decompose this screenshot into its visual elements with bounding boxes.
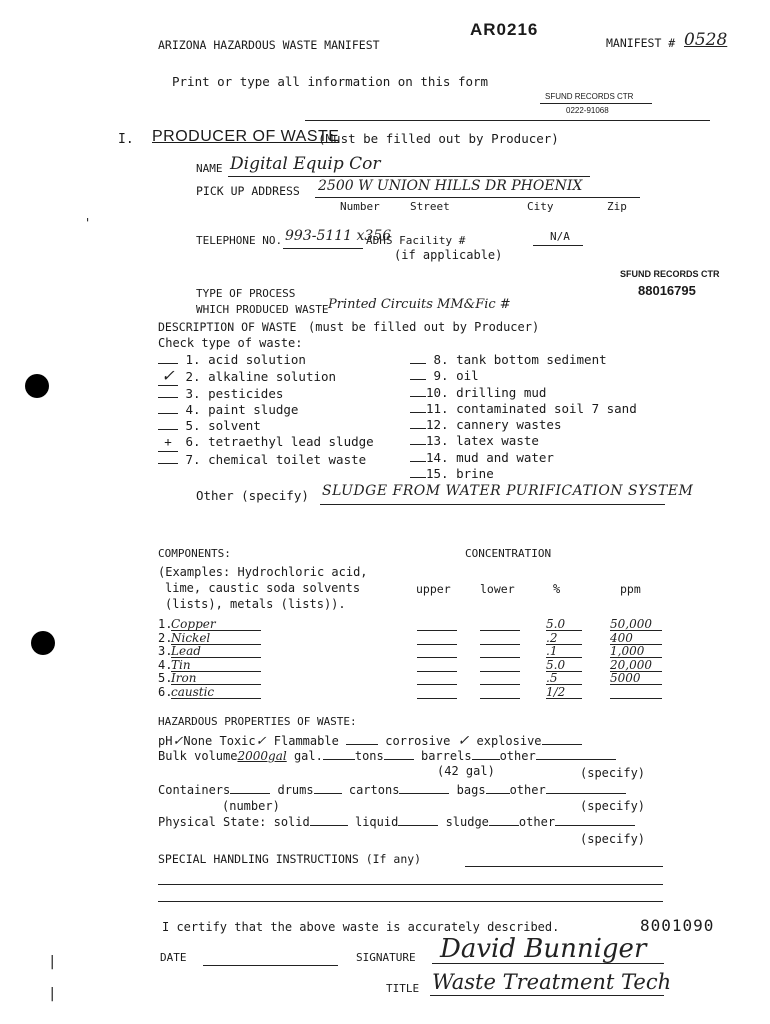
waste-num-7: 7. bbox=[185, 451, 201, 467]
waste-label-11: contaminated soil 7 sand bbox=[456, 400, 637, 416]
waste-num-4: 4. bbox=[185, 401, 201, 417]
component-num: 4. bbox=[158, 657, 173, 672]
component-upper-blank bbox=[417, 644, 457, 658]
flammable-blank bbox=[346, 744, 378, 745]
hazard-title: HAZARDOUS PROPERTIES OF WASTE: bbox=[158, 715, 357, 728]
section-title-note: (Must be filled out by Producer) bbox=[318, 131, 559, 146]
component-pct: 5.0 bbox=[546, 617, 582, 631]
scan-mark-1: | bbox=[48, 954, 57, 970]
waste-num-13: 13. bbox=[426, 433, 449, 449]
component-lower-blank bbox=[480, 671, 520, 685]
gal-blank bbox=[323, 759, 355, 760]
waste-type-2 bbox=[158, 368, 374, 385]
toxic-mark: ✓ bbox=[255, 734, 267, 749]
component-name: Lead bbox=[171, 644, 261, 658]
physical-other-label: other bbox=[518, 815, 556, 829]
component-upper-blank bbox=[417, 658, 457, 672]
waste-label-1: acid solution bbox=[208, 352, 306, 367]
bulk-specify: (specify) bbox=[580, 766, 646, 780]
bags-label: bags bbox=[456, 783, 486, 797]
component-name: Tin bbox=[171, 658, 261, 672]
col-lower: lower bbox=[480, 582, 515, 596]
waste-type-15 bbox=[410, 466, 637, 482]
flammable-label: Flammable bbox=[273, 734, 339, 748]
containers-other-label: other bbox=[509, 783, 546, 797]
stamp-code: AR0216 bbox=[470, 20, 539, 39]
adhs-note: (if applicable) bbox=[394, 248, 503, 262]
component-upper-blank bbox=[417, 685, 457, 699]
components-example-3: (lists), metals (lists)). bbox=[165, 597, 346, 611]
records-stamp-mid: SFUND RECORDS CTR bbox=[620, 269, 720, 279]
waste-label-14: mud and water bbox=[456, 449, 554, 465]
component-num: 6. bbox=[158, 684, 173, 699]
solid-label: solid bbox=[273, 815, 310, 829]
waste-blank-12 bbox=[410, 428, 426, 429]
waste-num-2: 2. bbox=[185, 369, 201, 385]
liquid-label: liquid bbox=[354, 815, 399, 829]
waste-label-2: alkaline solution bbox=[208, 369, 337, 385]
physical-label: Physical State: bbox=[158, 815, 267, 829]
bulk-value: 2000gal bbox=[237, 749, 287, 763]
solid-blank bbox=[310, 825, 348, 826]
component-pct: .2 bbox=[546, 631, 582, 645]
waste-label-8: tank bottom sediment bbox=[456, 352, 607, 367]
drums-blank bbox=[314, 793, 342, 794]
process-value: Printed Circuits MM&Fic # bbox=[328, 297, 511, 312]
certify-text: I certify that the above waste is accurately described. bbox=[162, 920, 560, 934]
physical-other-blank bbox=[555, 825, 635, 826]
waste-label-5: solvent bbox=[208, 418, 261, 434]
waste-num-3: 3. bbox=[185, 385, 201, 401]
waste-num-6: 6. bbox=[185, 434, 201, 450]
stamp-rule bbox=[540, 103, 652, 104]
component-pct: 1/2 bbox=[546, 685, 582, 699]
waste-type-3 bbox=[158, 386, 374, 402]
waste-type-9 bbox=[410, 368, 637, 384]
adhs-line bbox=[533, 245, 583, 246]
scan-mark-2: | bbox=[48, 986, 57, 1002]
number-note: (number) bbox=[222, 799, 280, 813]
containers-blank bbox=[230, 793, 270, 794]
address-line bbox=[315, 197, 640, 198]
section-title: PRODUCER OF WASTE bbox=[152, 128, 340, 145]
waste-num-1: 1. bbox=[185, 352, 201, 367]
component-name: Iron bbox=[171, 671, 261, 685]
bags-blank bbox=[486, 793, 510, 794]
producer-name: Digital Equip Cor bbox=[230, 154, 381, 174]
ph-label: pH bbox=[158, 734, 173, 748]
component-ppm: 20,000 bbox=[610, 658, 662, 672]
cartons-blank bbox=[399, 793, 449, 794]
waste-num-8: 8. bbox=[433, 352, 449, 367]
waste-blank-8 bbox=[410, 363, 426, 364]
waste-blank-15 bbox=[410, 477, 426, 478]
waste-blank-13 bbox=[410, 444, 426, 445]
waste-mark-5 bbox=[158, 429, 178, 430]
binder-hole-top bbox=[25, 374, 49, 398]
barrels-blank bbox=[472, 759, 500, 760]
other-line bbox=[320, 504, 665, 505]
containers-label: Containers bbox=[158, 783, 231, 797]
phone-line bbox=[283, 248, 363, 249]
none-label: None bbox=[183, 734, 213, 748]
records-stamp-mid-number: 88016795 bbox=[638, 283, 696, 298]
waste-label-4: paint sludge bbox=[208, 401, 299, 417]
component-upper-blank bbox=[417, 617, 457, 631]
component-ppm: 50,000 bbox=[610, 617, 662, 631]
waste-type-6 bbox=[158, 434, 374, 451]
waste-label-9: oil bbox=[456, 368, 479, 384]
process-label-2: WHICH PRODUCED WASTE bbox=[196, 303, 329, 316]
address-caption-street: Street bbox=[410, 200, 450, 213]
components-example-2: lime, caustic soda solvents bbox=[165, 581, 361, 595]
address-label: PICK UP ADDRESS bbox=[196, 184, 300, 198]
special-line-2 bbox=[158, 884, 663, 885]
waste-type-1 bbox=[158, 352, 374, 368]
bulk-other-blank bbox=[536, 759, 616, 760]
waste-mark-6: + bbox=[158, 434, 178, 451]
liquid-blank bbox=[398, 825, 438, 826]
special-line-1 bbox=[465, 866, 663, 867]
binder-hole-middle bbox=[31, 631, 55, 655]
hazard-row-2 bbox=[158, 749, 616, 763]
signature-label: SIGNATURE bbox=[356, 951, 416, 964]
hazard-row-3 bbox=[158, 783, 626, 797]
waste-type-12 bbox=[410, 417, 637, 433]
manifest-label: MANIFEST # bbox=[606, 36, 676, 50]
corrosive-mark: ✓ bbox=[457, 733, 470, 749]
component-name: Nickel bbox=[171, 631, 261, 645]
waste-mark-1 bbox=[158, 363, 178, 364]
waste-blank-14 bbox=[410, 461, 426, 462]
waste-num-15: 15. bbox=[426, 466, 449, 482]
concentration-label: CONCENTRATION bbox=[465, 547, 552, 560]
waste-type-13 bbox=[410, 433, 637, 449]
waste-mark-7 bbox=[158, 463, 178, 464]
adhs-label: ADHS Facility # bbox=[366, 234, 466, 247]
waste-num-12: 12. bbox=[426, 417, 449, 433]
adhs-value: N/A bbox=[550, 230, 570, 243]
waste-type-11 bbox=[410, 401, 637, 417]
description-label: DESCRIPTION OF WASTE bbox=[158, 320, 297, 334]
containers-specify: (specify) bbox=[580, 799, 646, 813]
other-value: SLUDGE FROM WATER PURIFICATION SYSTEM bbox=[322, 483, 694, 499]
address-caption-number: Number bbox=[340, 200, 380, 213]
drums-label: drums bbox=[277, 783, 314, 797]
containers-other-blank bbox=[546, 793, 626, 794]
address-caption-zip: Zip bbox=[607, 200, 627, 213]
name-line bbox=[228, 176, 590, 177]
component-ppm bbox=[610, 685, 662, 699]
title-value: Waste Treatment Tech bbox=[432, 970, 672, 994]
date-label: DATE bbox=[160, 951, 187, 964]
waste-type-8 bbox=[410, 352, 637, 368]
address-caption-city: City bbox=[527, 200, 554, 213]
waste-label-15: brine bbox=[456, 466, 494, 482]
barrels-label: barrels bbox=[420, 749, 472, 763]
component-ppm: 5000 bbox=[610, 671, 662, 685]
doc-number: 8001090 bbox=[640, 916, 715, 935]
waste-label-7: chemical toilet waste bbox=[208, 451, 367, 467]
barrels-note: (42 gal) bbox=[437, 764, 495, 778]
records-stamp-top-number: 0222-91068 bbox=[566, 106, 609, 115]
sludge-label: sludge bbox=[445, 815, 489, 829]
col-pct: % bbox=[553, 582, 561, 596]
sludge-blank bbox=[489, 825, 519, 826]
signature-line bbox=[432, 963, 664, 964]
name-label: NAME bbox=[196, 162, 223, 175]
waste-mark-3 bbox=[158, 397, 178, 398]
waste-types-left bbox=[158, 352, 374, 468]
waste-type-7 bbox=[158, 452, 374, 468]
waste-label-10: drilling mud bbox=[456, 384, 547, 400]
header-rule bbox=[305, 120, 710, 121]
phone-label: TELEPHONE NO. bbox=[196, 234, 283, 247]
component-lower-blank bbox=[480, 658, 520, 672]
scan-mark-3: ' bbox=[84, 216, 92, 230]
manifest-number: 0528 bbox=[684, 30, 728, 50]
special-label: SPECIAL HANDLING INSTRUCTIONS (If any) bbox=[158, 852, 422, 866]
hazard-row-4 bbox=[158, 815, 635, 829]
component-num: 2. bbox=[158, 630, 173, 645]
waste-num-14: 14. bbox=[426, 449, 449, 465]
waste-num-9: 9. bbox=[433, 368, 449, 384]
component-pct: .5 bbox=[546, 671, 582, 685]
col-upper: upper bbox=[416, 582, 451, 596]
component-ppm: 400 bbox=[610, 631, 662, 645]
instruction-text: Print or type all information on this form bbox=[172, 74, 489, 89]
waste-label-13: latex waste bbox=[456, 433, 539, 449]
check-label: Check type of waste: bbox=[158, 336, 303, 350]
component-lower-blank bbox=[480, 685, 520, 699]
component-lower-blank bbox=[480, 631, 520, 645]
waste-label-3: pesticides bbox=[208, 385, 284, 401]
component-upper-blank bbox=[417, 631, 457, 645]
component-num: 1. bbox=[158, 617, 173, 631]
corrosive-label: corrosive bbox=[385, 734, 451, 748]
component-lower-blank bbox=[480, 644, 520, 658]
hazard-row-1 bbox=[158, 733, 582, 749]
bulk-other-label: other bbox=[499, 749, 536, 763]
col-ppm: ppm bbox=[620, 582, 641, 596]
waste-types-right bbox=[410, 352, 637, 482]
process-label-1: TYPE OF PROCESS bbox=[196, 287, 296, 300]
waste-num-5: 5. bbox=[185, 418, 201, 434]
waste-num-10: 10. bbox=[426, 384, 449, 400]
components-example-1: (Examples: Hydrochloric acid, bbox=[158, 565, 368, 579]
special-line-3 bbox=[158, 901, 663, 902]
components-label: COMPONENTS: bbox=[158, 547, 231, 560]
explosive-blank bbox=[542, 744, 582, 745]
component-name: caustic bbox=[171, 685, 261, 699]
component-num: 3. bbox=[158, 644, 173, 658]
component-name: Copper bbox=[171, 617, 261, 631]
physical-specify: (specify) bbox=[580, 832, 646, 846]
signature-value: David Bunniger bbox=[440, 934, 647, 964]
form-title: ARIZONA HAZARDOUS WASTE MANIFEST bbox=[158, 38, 380, 52]
title-label: TITLE bbox=[386, 982, 420, 995]
waste-type-14 bbox=[410, 450, 637, 466]
component-upper-blank bbox=[417, 671, 457, 685]
section-numeral: I. bbox=[118, 132, 134, 147]
tons-blank bbox=[384, 759, 414, 760]
description-note: (must be filled out by Producer) bbox=[308, 320, 540, 334]
records-stamp-top: SFUND RECORDS CTR bbox=[545, 92, 634, 101]
tons-label: tons bbox=[354, 749, 384, 763]
waste-mark-2: ✓ bbox=[158, 368, 178, 385]
waste-blank-10 bbox=[410, 396, 426, 397]
ph-mark: ✓ bbox=[172, 734, 184, 749]
toxic-label: Toxic bbox=[219, 734, 256, 748]
waste-label-6: tetraethyl lead sludge bbox=[208, 434, 374, 450]
component-pct: .1 bbox=[546, 644, 582, 658]
bulk-label: Bulk volume bbox=[158, 749, 238, 763]
waste-label-12: cannery wastes bbox=[456, 417, 562, 433]
component-num: 5. bbox=[158, 671, 173, 685]
explosive-label: explosive bbox=[476, 734, 542, 748]
waste-mark-4 bbox=[158, 413, 178, 414]
waste-blank-11 bbox=[410, 412, 426, 413]
component-ppm: 1,000 bbox=[610, 644, 662, 658]
waste-blank-9 bbox=[410, 379, 426, 380]
date-line bbox=[203, 965, 338, 966]
title-line bbox=[430, 995, 664, 996]
gal-label: gal. bbox=[293, 749, 323, 763]
address-value: 2500 W UNION HILLS DR PHOENIX bbox=[318, 178, 583, 194]
phone-value: 993-5111 x356 bbox=[285, 228, 392, 244]
component-lower-blank bbox=[480, 617, 520, 631]
cartons-label: cartons bbox=[348, 783, 400, 797]
waste-num-11: 11. bbox=[426, 400, 449, 416]
other-label: Other (specify) bbox=[196, 488, 309, 503]
waste-type-5 bbox=[158, 418, 374, 434]
waste-type-10 bbox=[410, 385, 637, 401]
component-pct: 5.0 bbox=[546, 658, 582, 672]
waste-type-4 bbox=[158, 402, 374, 418]
